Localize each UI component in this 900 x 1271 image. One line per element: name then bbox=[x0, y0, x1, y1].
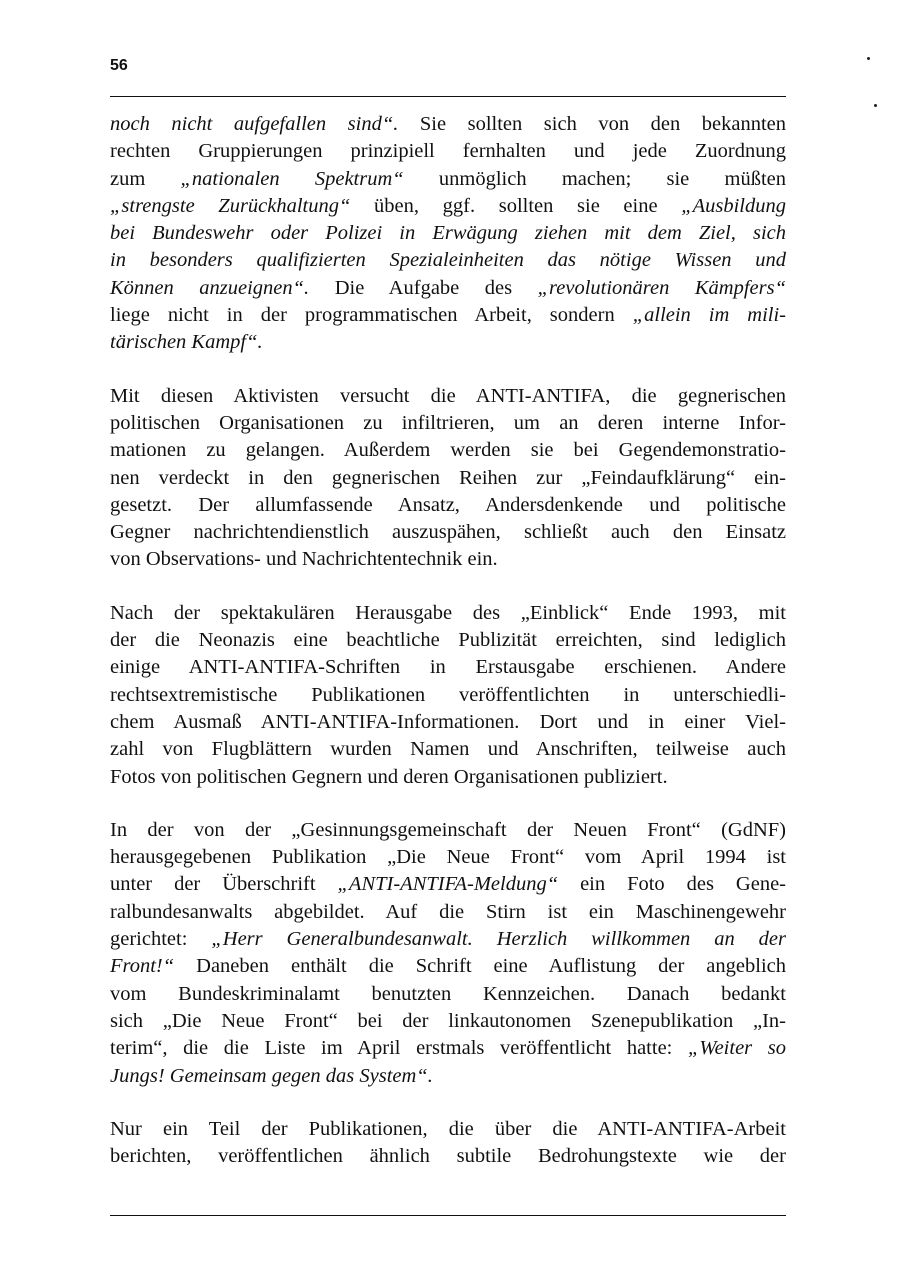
text-line bbox=[110, 383, 786, 410]
text-line bbox=[110, 492, 786, 519]
text-span: der die Neonazis eine beachtliche Publizität erreichten, sind lediglich bbox=[110, 629, 786, 652]
text-span: zahl von Flugblättern wurden Namen und Anschriften, teilweise auch bbox=[110, 738, 786, 761]
text-span: vom Bundeskriminalamt benutzten Kennzeichen. Danach bedankt bbox=[110, 982, 786, 1005]
text-span: In der von der „Gesinnungsgemeinschaft der Neuen Front“ (GdNF) bbox=[110, 818, 786, 841]
text-span: unmöglich machen; sie müßten bbox=[403, 167, 787, 190]
italic-quote: „Herr Generalbundesanwalt. Herzlich willkommen an der bbox=[211, 928, 787, 951]
italic-quote: „allein im mili- bbox=[632, 304, 787, 327]
text-span: politischen Organisationen zu infiltrieren, um an deren interne Infor- bbox=[110, 411, 786, 434]
text-line bbox=[110, 410, 786, 437]
text-line bbox=[110, 1063, 786, 1090]
text-span: Nach der spektakulären Herausgabe des „Einblick“ Ende 1993, mit bbox=[110, 601, 786, 624]
text-span: nen verdeckt in den gegnerischen Reihen zur „Feindaufklärung“ ein- bbox=[110, 466, 786, 489]
paragraph bbox=[110, 1116, 786, 1171]
text-line bbox=[110, 953, 786, 980]
text-line bbox=[110, 844, 786, 871]
text-span: Sie sollten sich von den bekannten bbox=[398, 113, 786, 135]
text-span: ralbundesanwalts abgebildet. Auf die Stirn ist ein Maschinengewehr bbox=[110, 900, 786, 923]
text-span: sich „Die Neue Front“ bei der linkautonomen Szenepublikation „In- bbox=[110, 1009, 786, 1032]
text-span: berichten, veröffentlichen ähnlich subtile Bedrohungstexte wie der bbox=[110, 1145, 786, 1168]
italic-quote: „ANTI-ANTIFA-Meldung“ bbox=[337, 873, 559, 896]
text-span: Fotos von politischen Gegnern und deren Organisationen publiziert. bbox=[110, 765, 668, 788]
text-line bbox=[110, 736, 786, 763]
text-line bbox=[110, 437, 786, 464]
text-line bbox=[110, 981, 786, 1008]
italic-quote: „nationalen Spektrum“ bbox=[180, 167, 404, 190]
text-line bbox=[110, 654, 786, 681]
text-line bbox=[110, 111, 786, 138]
text-line bbox=[110, 899, 786, 926]
text-span: mationen zu gelangen. Außerdem werden sie bei Gegendemonstratio- bbox=[110, 439, 786, 462]
text-span: gerichtet: bbox=[110, 928, 212, 951]
text-line bbox=[110, 275, 786, 302]
text-line bbox=[110, 465, 786, 492]
scan-speck bbox=[874, 104, 877, 107]
text-line bbox=[110, 329, 786, 356]
text-span: Die Aufgabe des bbox=[309, 276, 538, 299]
text-span: Gegner nachrichtendienstlich auszuspähen, schließt auch den Einsatz bbox=[110, 521, 786, 544]
italic-quote: tärischen Kampf“. bbox=[110, 331, 263, 354]
scan-speck bbox=[867, 57, 870, 60]
text-span: üben, ggf. sollten sie eine bbox=[350, 194, 682, 217]
italic-quote: Können anzueignen“. bbox=[110, 276, 310, 299]
text-line bbox=[110, 1116, 786, 1143]
text-line bbox=[110, 817, 786, 844]
text-line bbox=[110, 709, 786, 736]
text-span: herausgegebenen Publikation „Die Neue Front“ vom April 1994 ist bbox=[110, 846, 786, 869]
text-span: unter der Überschrift bbox=[110, 873, 338, 896]
text-line bbox=[110, 600, 786, 627]
italic-quote: „strengste Zurückhaltung“ bbox=[110, 194, 351, 217]
italic-quote: „Weiter so bbox=[687, 1037, 786, 1060]
text-line bbox=[110, 764, 786, 791]
italic-quote: noch nicht aufgefallen sind“. bbox=[110, 113, 399, 135]
text-span: gesetzt. Der allumfassende Ansatz, Andersdenkende und politische bbox=[110, 493, 786, 516]
text-line bbox=[110, 926, 786, 953]
page-number: 56 bbox=[110, 57, 128, 74]
text-span: zum bbox=[110, 167, 181, 190]
text-span: Mit diesen Aktivisten versucht die ANTI-ANTIFA, die gegnerischen bbox=[110, 384, 786, 407]
italic-quote: „Ausbildung bbox=[681, 194, 786, 217]
text-line bbox=[110, 302, 786, 329]
text-line bbox=[110, 682, 786, 709]
text-line bbox=[110, 193, 786, 220]
paragraph bbox=[110, 111, 786, 357]
text-span: liege nicht in der programmatischen Arbeit, sondern bbox=[110, 304, 633, 327]
italic-quote: „revolutionären Kämpfers“ bbox=[537, 276, 786, 299]
text-span: Nur ein Teil der Publikationen, die über die ANTI-ANTIFA-Arbeit bbox=[110, 1117, 786, 1140]
text-line bbox=[110, 247, 786, 274]
text-span: ein Foto des Gene- bbox=[558, 873, 786, 896]
text-span: terim“, die die Liste im April erstmals veröffentlicht hatte: bbox=[110, 1037, 688, 1060]
paragraph bbox=[110, 600, 786, 791]
paragraph bbox=[110, 383, 786, 574]
text-line bbox=[110, 1143, 786, 1170]
paragraph bbox=[110, 817, 786, 1090]
header-rule bbox=[110, 96, 786, 97]
text-span: chem Ausmaß ANTI-ANTIFA-Informationen. Dort und in einer Viel- bbox=[110, 710, 786, 733]
text-line bbox=[110, 220, 786, 247]
text-span: rechten Gruppierungen prinzipiell fernhalten und jede Zuordnung bbox=[110, 140, 786, 163]
text-span: von Observations- und Nachrichtentechnik ein. bbox=[110, 548, 498, 571]
text-line bbox=[110, 519, 786, 546]
text-line bbox=[110, 1035, 786, 1062]
text-line bbox=[110, 627, 786, 654]
italic-quote: Front!“ bbox=[110, 955, 175, 978]
text-line bbox=[110, 871, 786, 898]
italic-quote: bei Bundeswehr oder Polizei in Erwägung ziehen mit dem Ziel, sich bbox=[110, 222, 786, 245]
text-span: Daneben enthält die Schrift eine Auflistung der angeblich bbox=[174, 955, 786, 978]
italic-quote: Jungs! Gemeinsam gegen das System“. bbox=[110, 1064, 433, 1087]
footer-rule bbox=[110, 1215, 786, 1216]
text-line bbox=[110, 546, 786, 573]
italic-quote: in besonders qualifizierten Spezialeinheiten das nötige Wissen und bbox=[110, 249, 786, 272]
text-line bbox=[110, 138, 786, 165]
body-text bbox=[110, 111, 786, 1170]
text-line bbox=[110, 166, 786, 193]
text-line bbox=[110, 1008, 786, 1035]
text-span: einige ANTI-ANTIFA-Schriften in Erstausgabe erschienen. Andere bbox=[110, 656, 786, 679]
text-span: rechtsextremistische Publikationen veröffentlichten in unterschiedli- bbox=[110, 683, 786, 706]
